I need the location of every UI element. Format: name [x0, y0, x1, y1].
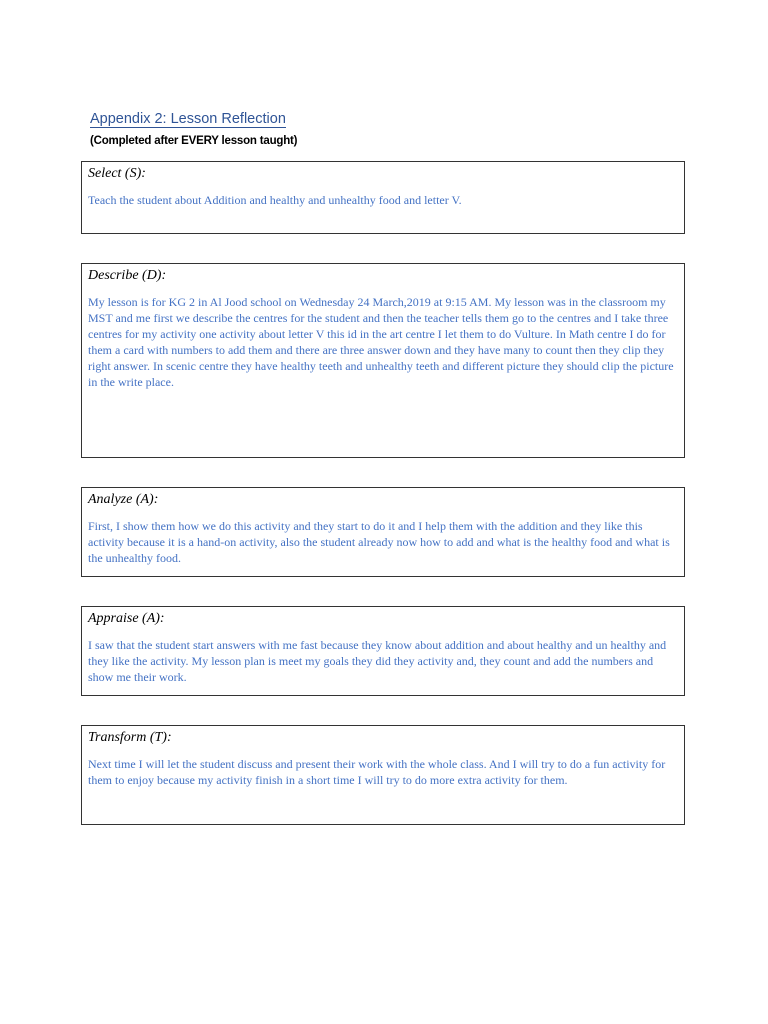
section-appraise — [81, 606, 685, 696]
section-appraise-title: Appraise (A): — [88, 611, 165, 626]
section-select — [81, 161, 685, 234]
page-heading — [90, 108, 286, 130]
section-transform-body: Next time I will let the student discuss and present their work with the whole class. And I will try to do a fun activity for them to enjoy because my activity finish in a short time I will try to do more extra activity for them. — [88, 757, 666, 787]
page-title: Appendix 2: Lesson Reflection — [90, 111, 286, 127]
section-analyze-body: First, I show them how we do this activity and they start to do it and I help them with the addition and they like this activity because it is a hand-on activity, also the student already now how to add and what is the healthy food and what is the unhealthy food. — [88, 519, 670, 565]
section-describe — [81, 263, 685, 458]
section-describe-body: My lesson is for KG 2 in Al Jood school on Wednesday 24 March,2019 at 9:15 AM. My lesson was in the classroom my MST and me first we describe the centres for the student and then the teacher tells them go to the centres and I take three centres for my activity one activity about letter V this id in the art centre I let them to do Vulture. In Math centre I do for them a card with numbers to add them and there are three answer down and they have many to count then they clip they right answer. In scenic centre they have healthy teeth and unhealthy teeth and different picture they should clip the picture in the write place. — [88, 295, 674, 389]
section-transform — [81, 725, 685, 825]
section-appraise-body: I saw that the student start answers with me fast because they know about addition and about healthy and un healthy and they like the activity. My lesson plan is meet my goals they did they activity and, they count and add the numbers and show me their work. — [88, 638, 667, 684]
section-analyze — [81, 487, 685, 577]
section-analyze-title: Analyze (A): — [88, 492, 159, 507]
page-subtitle: (Completed after EVERY lesson taught) — [90, 135, 298, 147]
section-select-title: Select (S): — [88, 166, 146, 181]
section-transform-title: Transform (T): — [88, 730, 172, 745]
section-select-body: Teach the student about Addition and healthy and unhealthy food and letter V. — [88, 193, 462, 207]
section-describe-title: Describe (D): — [88, 268, 167, 283]
